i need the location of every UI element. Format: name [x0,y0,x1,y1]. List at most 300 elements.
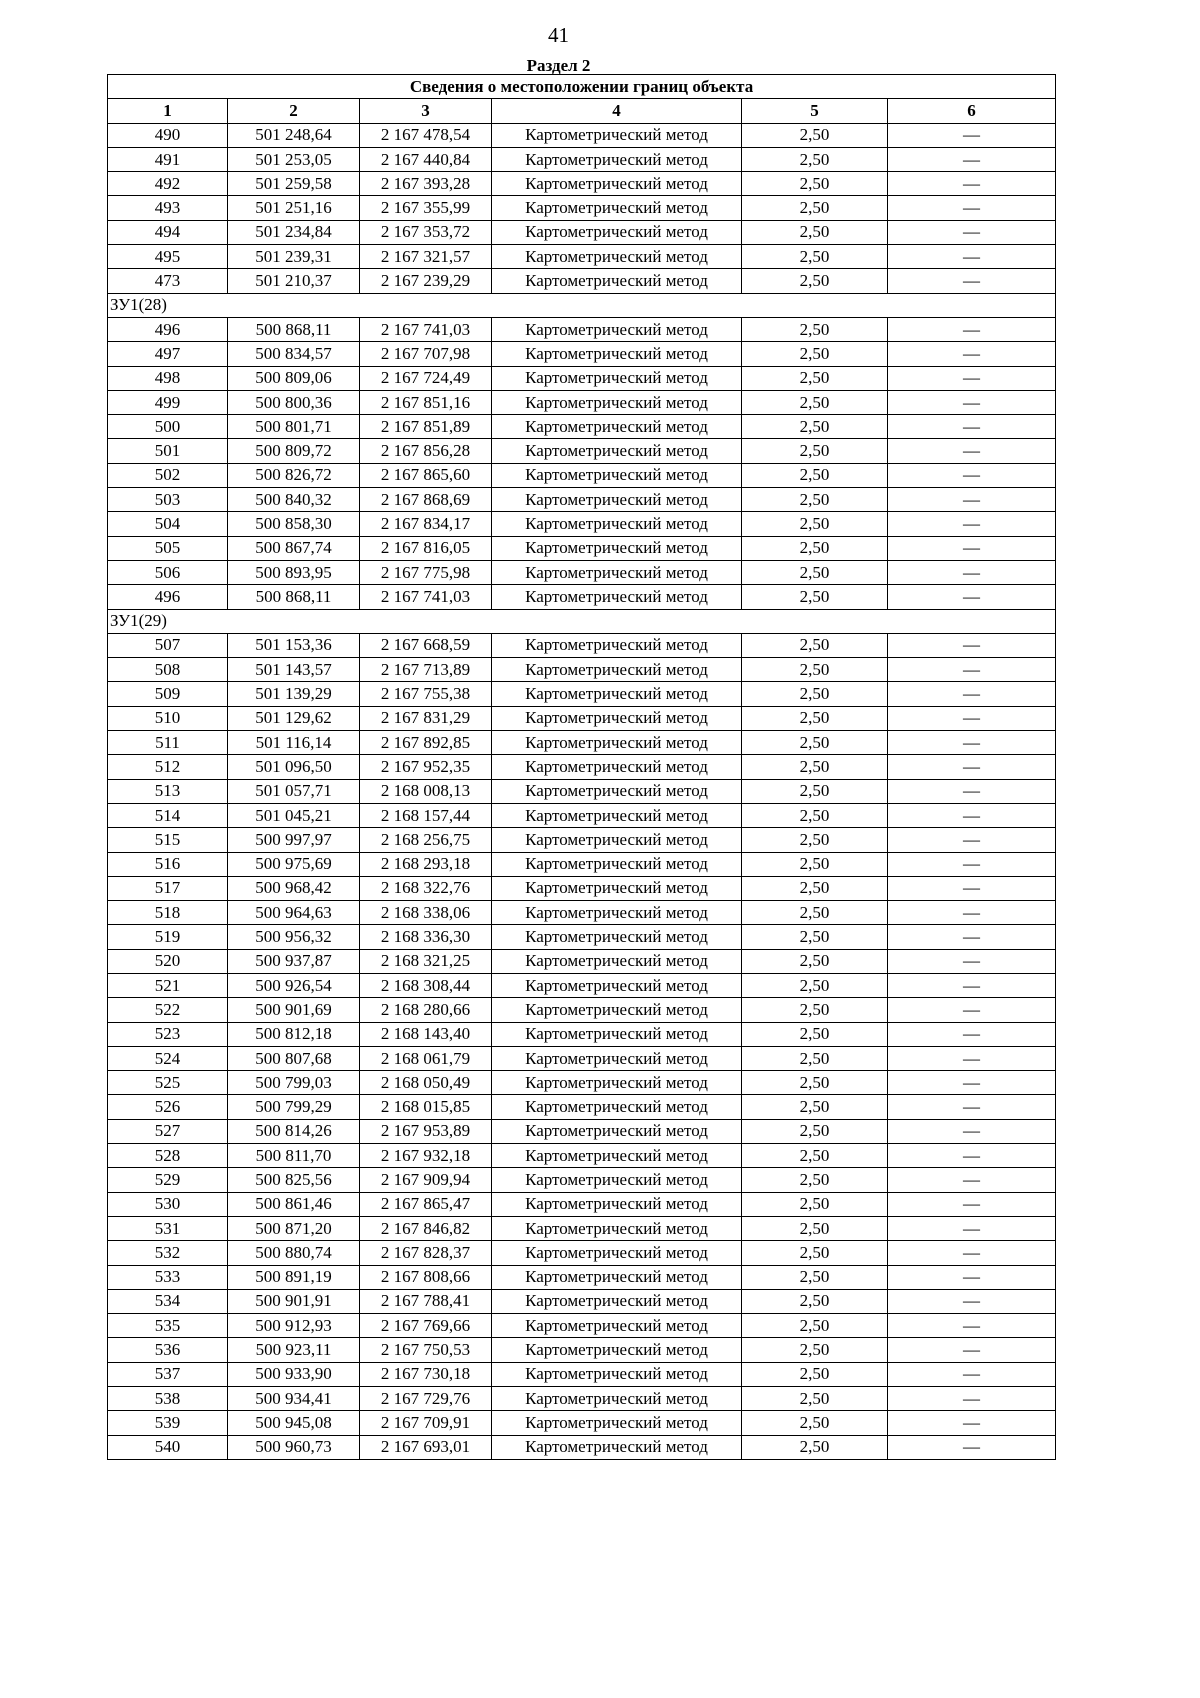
y-coordinate-cell: 2 168 280,66 [360,998,492,1022]
description-cell: — [888,512,1056,536]
method-cell: Картометрический метод [492,463,742,487]
description-cell: — [888,925,1056,949]
x-coordinate-cell: 501 259,58 [228,172,360,196]
y-coordinate-cell: 2 167 868,69 [360,488,492,512]
description-cell: — [888,366,1056,390]
y-coordinate-cell: 2 168 061,79 [360,1046,492,1070]
table-row [108,803,1056,827]
table-row [108,949,1056,973]
accuracy-cell: 2,50 [742,1338,888,1362]
method-cell: Картометрический метод [492,1022,742,1046]
section-title: Раздел 2 [526,56,591,75]
point-number-cell: 517 [108,876,228,900]
y-coordinate-cell: 2 168 336,30 [360,925,492,949]
x-coordinate-cell: 500 926,54 [228,973,360,997]
point-number-cell: 490 [108,123,228,147]
point-number-cell: 505 [108,536,228,560]
description-cell: — [888,973,1056,997]
point-number-cell: 511 [108,731,228,755]
accuracy-cell: 2,50 [742,585,888,609]
accuracy-cell: 2,50 [742,755,888,779]
table-row [108,1435,1056,1459]
point-number-cell: 500 [108,415,228,439]
point-number-cell: 503 [108,488,228,512]
table-row [108,536,1056,560]
description-cell: — [888,658,1056,682]
method-cell: Картометрический метод [492,973,742,997]
accuracy-cell: 2,50 [742,1289,888,1313]
point-number-cell: 506 [108,560,228,584]
point-number-cell: 535 [108,1314,228,1338]
table-row [108,633,1056,657]
method-cell: Картометрический метод [492,220,742,244]
table-row [108,998,1056,1022]
method-cell: Картометрический метод [492,1289,742,1313]
accuracy-cell: 2,50 [742,779,888,803]
accuracy-cell: 2,50 [742,1192,888,1216]
accuracy-cell: 2,50 [742,342,888,366]
description-cell: — [888,439,1056,463]
y-coordinate-cell: 2 167 892,85 [360,731,492,755]
accuracy-cell: 2,50 [742,925,888,949]
table-row [108,1095,1056,1119]
method-cell: Картометрический метод [492,147,742,171]
method-cell: Картометрический метод [492,172,742,196]
y-coordinate-cell: 2 167 932,18 [360,1144,492,1168]
description-cell: — [888,1216,1056,1240]
method-cell: Картометрический метод [492,1216,742,1240]
point-number-cell: 525 [108,1071,228,1095]
description-cell: — [888,1095,1056,1119]
point-number-cell: 538 [108,1387,228,1411]
point-number-cell: 527 [108,1119,228,1143]
accuracy-cell: 2,50 [742,828,888,852]
point-number-cell: 528 [108,1144,228,1168]
description-cell: — [888,585,1056,609]
x-coordinate-cell: 500 960,73 [228,1435,360,1459]
description-cell: — [888,172,1056,196]
table-row [108,1241,1056,1265]
point-number-cell: 515 [108,828,228,852]
method-cell: Картометрический метод [492,245,742,269]
accuracy-cell: 2,50 [742,633,888,657]
y-coordinate-cell: 2 167 440,84 [360,147,492,171]
table-row [108,1192,1056,1216]
point-number-cell: 533 [108,1265,228,1289]
method-cell: Картометрический метод [492,1046,742,1070]
description-cell: — [888,415,1056,439]
x-coordinate-cell: 500 868,11 [228,317,360,341]
table-row [108,366,1056,390]
point-number-cell: 537 [108,1362,228,1386]
point-number-cell: 521 [108,973,228,997]
method-cell: Картометрический метод [492,1387,742,1411]
table-row [108,560,1056,584]
y-coordinate-cell: 2 167 909,94 [360,1168,492,1192]
table-row [108,123,1056,147]
accuracy-cell: 2,50 [742,1046,888,1070]
y-coordinate-cell: 2 168 308,44 [360,973,492,997]
point-number-cell: 518 [108,901,228,925]
y-coordinate-cell: 2 167 755,38 [360,682,492,706]
accuracy-cell: 2,50 [742,1144,888,1168]
x-coordinate-cell: 500 893,95 [228,560,360,584]
method-cell: Картометрический метод [492,998,742,1022]
y-coordinate-cell: 2 167 808,66 [360,1265,492,1289]
description-cell: — [888,123,1056,147]
x-coordinate-cell: 500 937,87 [228,949,360,973]
y-coordinate-cell: 2 167 865,47 [360,1192,492,1216]
point-number-cell: 513 [108,779,228,803]
table-row [108,1046,1056,1070]
table-row [108,196,1056,220]
table-title: Сведения о местоположении границ объекта [108,75,1056,99]
point-number-cell: 526 [108,1095,228,1119]
table-row [108,901,1056,925]
description-cell: — [888,245,1056,269]
y-coordinate-cell: 2 167 769,66 [360,1314,492,1338]
method-cell: Картометрический метод [492,488,742,512]
y-coordinate-cell: 2 167 713,89 [360,658,492,682]
method-cell: Картометрический метод [492,536,742,560]
table-row [108,1411,1056,1435]
point-number-cell: 520 [108,949,228,973]
x-coordinate-cell: 500 975,69 [228,852,360,876]
table-row [108,1289,1056,1313]
table-row [108,1168,1056,1192]
method-cell: Картометрический метод [492,123,742,147]
point-number-cell: 492 [108,172,228,196]
method-cell: Картометрический метод [492,512,742,536]
description-cell: — [888,1435,1056,1459]
y-coordinate-cell: 2 167 865,60 [360,463,492,487]
point-number-cell: 507 [108,633,228,657]
method-cell: Картометрический метод [492,779,742,803]
y-coordinate-cell: 2 167 834,17 [360,512,492,536]
method-cell: Картометрический метод [492,415,742,439]
accuracy-cell: 2,50 [742,1435,888,1459]
description-cell: — [888,779,1056,803]
table-row [108,973,1056,997]
y-coordinate-cell: 2 168 321,25 [360,949,492,973]
table-row [108,390,1056,414]
table-row [108,828,1056,852]
point-number-cell: 495 [108,245,228,269]
point-number-cell: 509 [108,682,228,706]
accuracy-cell: 2,50 [742,1168,888,1192]
x-coordinate-cell: 501 129,62 [228,706,360,730]
column-number: 5 [742,99,888,123]
x-coordinate-cell: 500 933,90 [228,1362,360,1386]
table-row [108,415,1056,439]
method-cell: Картометрический метод [492,658,742,682]
accuracy-cell: 2,50 [742,998,888,1022]
x-coordinate-cell: 500 934,41 [228,1387,360,1411]
y-coordinate-cell: 2 167 707,98 [360,342,492,366]
method-cell: Картометрический метод [492,682,742,706]
y-coordinate-cell: 2 168 143,40 [360,1022,492,1046]
accuracy-cell: 2,50 [742,269,888,293]
accuracy-cell: 2,50 [742,536,888,560]
y-coordinate-cell: 2 167 856,28 [360,439,492,463]
x-coordinate-cell: 500 858,30 [228,512,360,536]
x-coordinate-cell: 501 045,21 [228,803,360,827]
description-cell: — [888,196,1056,220]
table-row [108,1314,1056,1338]
description-cell: — [888,633,1056,657]
y-coordinate-cell: 2 167 729,76 [360,1387,492,1411]
table-row [108,779,1056,803]
accuracy-cell: 2,50 [742,973,888,997]
method-cell: Картометрический метод [492,1338,742,1362]
description-cell: — [888,1144,1056,1168]
point-number-cell: 496 [108,585,228,609]
table-row [108,1119,1056,1143]
point-number-cell: 473 [108,269,228,293]
x-coordinate-cell: 501 248,64 [228,123,360,147]
method-cell: Картометрический метод [492,901,742,925]
description-cell: — [888,828,1056,852]
point-number-cell: 516 [108,852,228,876]
y-coordinate-cell: 2 167 952,35 [360,755,492,779]
x-coordinate-cell: 501 234,84 [228,220,360,244]
table-row [108,585,1056,609]
accuracy-cell: 2,50 [742,512,888,536]
method-cell: Картометрический метод [492,1168,742,1192]
description-cell: — [888,1289,1056,1313]
point-number-cell: 532 [108,1241,228,1265]
x-coordinate-cell: 500 891,19 [228,1265,360,1289]
accuracy-cell: 2,50 [742,1387,888,1411]
x-coordinate-cell: 500 811,70 [228,1144,360,1168]
method-cell: Картометрический метод [492,731,742,755]
method-cell: Картометрический метод [492,803,742,827]
x-coordinate-cell: 501 239,31 [228,245,360,269]
method-cell: Картометрический метод [492,342,742,366]
x-coordinate-cell: 500 809,72 [228,439,360,463]
point-number-cell: 530 [108,1192,228,1216]
column-number: 6 [888,99,1056,123]
accuracy-cell: 2,50 [742,731,888,755]
accuracy-cell: 2,50 [742,390,888,414]
accuracy-cell: 2,50 [742,1022,888,1046]
method-cell: Картометрический метод [492,1314,742,1338]
x-coordinate-cell: 501 153,36 [228,633,360,657]
y-coordinate-cell: 2 167 709,91 [360,1411,492,1435]
description-cell: — [888,706,1056,730]
method-cell: Картометрический метод [492,1095,742,1119]
y-coordinate-cell: 2 168 157,44 [360,803,492,827]
point-number-cell: 499 [108,390,228,414]
y-coordinate-cell: 2 167 353,72 [360,220,492,244]
x-coordinate-cell: 500 923,11 [228,1338,360,1362]
table-row [108,1022,1056,1046]
y-coordinate-cell: 2 167 730,18 [360,1362,492,1386]
point-number-cell: 501 [108,439,228,463]
point-number-cell: 498 [108,366,228,390]
description-cell: — [888,317,1056,341]
method-cell: Картометрический метод [492,1362,742,1386]
description-cell: — [888,1362,1056,1386]
accuracy-cell: 2,50 [742,317,888,341]
method-cell: Картометрический метод [492,633,742,657]
point-number-cell: 504 [108,512,228,536]
method-cell: Картометрический метод [492,876,742,900]
method-cell: Картометрический метод [492,1192,742,1216]
method-cell: Картометрический метод [492,1241,742,1265]
description-cell: — [888,536,1056,560]
description-cell: — [888,803,1056,827]
table-row [108,342,1056,366]
point-number-cell: 493 [108,196,228,220]
y-coordinate-cell: 2 168 015,85 [360,1095,492,1119]
y-coordinate-cell: 2 167 831,29 [360,706,492,730]
x-coordinate-cell: 500 826,72 [228,463,360,487]
point-number-cell: 496 [108,317,228,341]
y-coordinate-cell: 2 167 750,53 [360,1338,492,1362]
table-row [108,147,1056,171]
point-number-cell: 540 [108,1435,228,1459]
y-coordinate-cell: 2 168 256,75 [360,828,492,852]
accuracy-cell: 2,50 [742,1314,888,1338]
x-coordinate-cell: 500 861,46 [228,1192,360,1216]
y-coordinate-cell: 2 167 828,37 [360,1241,492,1265]
description-cell: — [888,147,1056,171]
description-cell: — [888,876,1056,900]
description-cell: — [888,998,1056,1022]
x-coordinate-cell: 500 880,74 [228,1241,360,1265]
table-row [108,1071,1056,1095]
x-coordinate-cell: 500 840,32 [228,488,360,512]
y-coordinate-cell: 2 167 393,28 [360,172,492,196]
x-coordinate-cell: 501 096,50 [228,755,360,779]
x-coordinate-cell: 501 143,57 [228,658,360,682]
accuracy-cell: 2,50 [742,1095,888,1119]
table-body [108,123,1056,1459]
accuracy-cell: 2,50 [742,1216,888,1240]
description-cell: — [888,1192,1056,1216]
accuracy-cell: 2,50 [742,560,888,584]
y-coordinate-cell: 2 168 322,76 [360,876,492,900]
point-number-cell: 497 [108,342,228,366]
x-coordinate-cell: 501 253,05 [228,147,360,171]
table-row [108,512,1056,536]
table-row [108,658,1056,682]
group-label: ЗУ1(28) [108,293,1056,317]
y-coordinate-cell: 2 167 693,01 [360,1435,492,1459]
table-row [108,1216,1056,1240]
description-cell: — [888,488,1056,512]
x-coordinate-cell: 500 997,97 [228,828,360,852]
accuracy-cell: 2,50 [742,658,888,682]
method-cell: Картометрический метод [492,560,742,584]
accuracy-cell: 2,50 [742,1241,888,1265]
method-cell: Картометрический метод [492,1144,742,1168]
accuracy-cell: 2,50 [742,901,888,925]
accuracy-cell: 2,50 [742,196,888,220]
y-coordinate-cell: 2 167 953,89 [360,1119,492,1143]
x-coordinate-cell: 500 968,42 [228,876,360,900]
method-cell: Картометрический метод [492,1119,742,1143]
point-number-cell: 524 [108,1046,228,1070]
accuracy-cell: 2,50 [742,803,888,827]
accuracy-cell: 2,50 [742,682,888,706]
method-cell: Картометрический метод [492,366,742,390]
description-cell: — [888,755,1056,779]
y-coordinate-cell: 2 167 846,82 [360,1216,492,1240]
description-cell: — [888,949,1056,973]
description-cell: — [888,1022,1056,1046]
accuracy-cell: 2,50 [742,1362,888,1386]
x-coordinate-cell: 501 139,29 [228,682,360,706]
point-number-cell: 502 [108,463,228,487]
description-cell: — [888,1241,1056,1265]
point-number-cell: 514 [108,803,228,827]
table-row [108,172,1056,196]
point-number-cell: 512 [108,755,228,779]
table-row [108,925,1056,949]
accuracy-cell: 2,50 [742,366,888,390]
table-row [108,682,1056,706]
method-cell: Картометрический метод [492,269,742,293]
x-coordinate-cell: 500 956,32 [228,925,360,949]
y-coordinate-cell: 2 168 050,49 [360,1071,492,1095]
table-row [108,706,1056,730]
description-cell: — [888,1338,1056,1362]
table-row [108,1265,1056,1289]
accuracy-cell: 2,50 [742,415,888,439]
method-cell: Картометрический метод [492,1435,742,1459]
accuracy-cell: 2,50 [742,439,888,463]
method-cell: Картометрический метод [492,1071,742,1095]
x-coordinate-cell: 500 809,06 [228,366,360,390]
x-coordinate-cell: 500 868,11 [228,585,360,609]
y-coordinate-cell: 2 167 741,03 [360,317,492,341]
x-coordinate-cell: 500 871,20 [228,1216,360,1240]
description-cell: — [888,731,1056,755]
table-title-row [108,75,1056,99]
x-coordinate-cell: 501 057,71 [228,779,360,803]
y-coordinate-cell: 2 167 239,29 [360,269,492,293]
y-coordinate-cell: 2 167 321,57 [360,245,492,269]
x-coordinate-cell: 500 801,71 [228,415,360,439]
column-number: 3 [360,99,492,123]
y-coordinate-cell: 2 167 851,16 [360,390,492,414]
description-cell: — [888,852,1056,876]
point-number-cell: 508 [108,658,228,682]
x-coordinate-cell: 500 834,57 [228,342,360,366]
description-cell: — [888,1265,1056,1289]
method-cell: Картометрический метод [492,1265,742,1289]
description-cell: — [888,1046,1056,1070]
table-row [108,439,1056,463]
point-number-cell: 494 [108,220,228,244]
table-row [108,1144,1056,1168]
x-coordinate-cell: 500 901,91 [228,1289,360,1313]
group-row [108,293,1056,317]
description-cell: — [888,901,1056,925]
description-cell: — [888,1387,1056,1411]
accuracy-cell: 2,50 [742,852,888,876]
table-row [108,269,1056,293]
x-coordinate-cell: 500 945,08 [228,1411,360,1435]
accuracy-cell: 2,50 [742,245,888,269]
x-coordinate-cell: 500 799,03 [228,1071,360,1095]
accuracy-cell: 2,50 [742,123,888,147]
method-cell: Картометрический метод [492,828,742,852]
method-cell: Картометрический метод [492,1411,742,1435]
description-cell: — [888,1071,1056,1095]
